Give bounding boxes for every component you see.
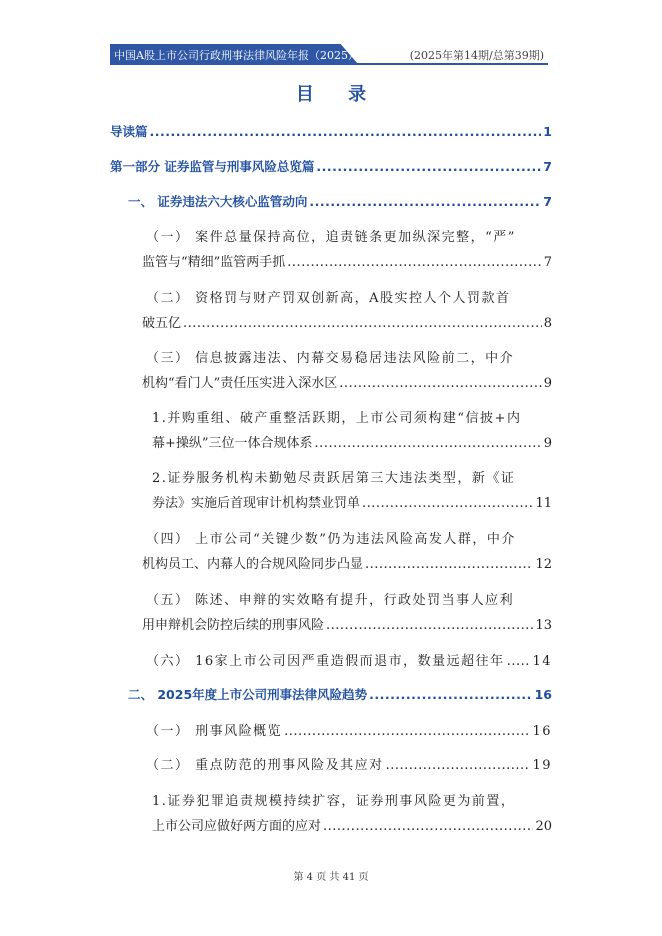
toc-page-number: 8 bbox=[543, 316, 552, 331]
toc-entry-text-line2: 机构员工、内幕人的合规风险同步凸显 bbox=[142, 557, 364, 572]
toc-entry-section-one[interactable] bbox=[128, 192, 552, 210]
toc-page-number: 12 bbox=[535, 557, 552, 572]
toc-entry-text: 导读篇 bbox=[110, 124, 148, 139]
toc-entry-text-line2: 破五亿 bbox=[142, 316, 182, 331]
toc-page-number: 9 bbox=[543, 376, 552, 391]
leader-dots bbox=[183, 316, 542, 331]
toc-entry-text: （六） 16家上市公司因严重造假而退市，数量远超往年 bbox=[146, 654, 505, 669]
toc-page-number: 14 bbox=[532, 654, 552, 669]
leader-dots bbox=[150, 124, 542, 139]
leader-dots bbox=[369, 687, 532, 702]
toc-entry-text-line1: （二） 资格罚与财产罚双创新高，A股实控人个人罚款首 bbox=[146, 291, 511, 306]
toc-entry-text-line2: 用申辩机会防控后续的刑事风险 bbox=[142, 618, 325, 633]
leader-dots bbox=[284, 724, 530, 739]
toc-entry-text-line2: 幕+操纵”三位一体合规体系 bbox=[152, 436, 313, 451]
page-footer: 第 4 页 共 41 页 bbox=[293, 872, 369, 883]
toc-entry-subsection-2-1[interactable] bbox=[142, 720, 552, 739]
toc-entry-subsection-1[interactable] bbox=[142, 226, 552, 270]
toc-entry-item-3-2[interactable] bbox=[152, 467, 552, 511]
toc-page-number: 7 bbox=[543, 255, 552, 270]
toc-entry-text: 第一部分 证券监管与刑事风险总览篇 bbox=[110, 159, 315, 174]
toc-entry-text: （二） 重点防范的刑事风险及其应对 bbox=[146, 758, 384, 773]
toc-page-number: 19 bbox=[532, 758, 552, 773]
toc-entry-item-3-1[interactable] bbox=[152, 407, 552, 451]
toc-page-number: 7 bbox=[543, 159, 552, 174]
toc-entry-text: 二、 2025年度上市公司刑事法律风险趋势 bbox=[128, 687, 368, 702]
toc-entry-subsection-6[interactable] bbox=[142, 650, 552, 669]
toc-entry-subsection-2-2[interactable] bbox=[142, 754, 552, 773]
toc-page-number: 13 bbox=[535, 618, 552, 633]
toc-entry-text-line2: 监管与“精细”监管两手抓 bbox=[142, 255, 286, 270]
toc-entry-subsection-3[interactable] bbox=[142, 347, 552, 391]
toc-page-number: 16 bbox=[534, 687, 552, 702]
toc-entry-text-line1: 1.并购重组、破产重整活跃期，上市公司须构建“信披+内 bbox=[152, 411, 522, 426]
toc-page-number: 20 bbox=[535, 819, 552, 834]
leader-dots bbox=[339, 376, 541, 391]
toc-page-number: 11 bbox=[535, 496, 552, 511]
toc-title: 目 录 bbox=[295, 84, 381, 105]
header-rule bbox=[110, 63, 548, 65]
leader-dots bbox=[386, 758, 531, 773]
header-report-title: 中国A股上市公司行政刑事法律风险年报（2025） bbox=[114, 49, 359, 62]
header-issue: (2025年第14期/总第39期) bbox=[409, 49, 544, 62]
toc-entry-subsection-4[interactable] bbox=[142, 528, 552, 572]
toc-entry-text-line1: （四） 上市公司“关键少数”仍为违法风险高发人群，中介 bbox=[146, 532, 516, 547]
leader-dots bbox=[507, 654, 531, 669]
leader-dots bbox=[323, 819, 533, 834]
toc-entry-text-line1: （五） 陈述、申辩的实效略有提升，行政处罚当事人应利 bbox=[146, 593, 515, 608]
leader-dots bbox=[287, 255, 541, 270]
toc-page-number: 1 bbox=[543, 124, 552, 139]
toc-entry-part-one[interactable] bbox=[110, 157, 552, 175]
toc-entry-introduction[interactable] bbox=[110, 122, 552, 140]
toc-entry-subsection-2[interactable] bbox=[142, 287, 552, 331]
toc-entry-text: 一、 证券违法六大核心监管动向 bbox=[128, 194, 308, 209]
toc-entry-text-line2: 券法》实施后首现审计机构禁业罚单 bbox=[152, 496, 361, 511]
leader-dots bbox=[316, 159, 541, 174]
toc-page-number: 16 bbox=[532, 724, 552, 739]
toc-entry-section-two[interactable] bbox=[128, 685, 552, 703]
toc-page-number: 7 bbox=[543, 194, 552, 209]
leader-dots bbox=[309, 194, 541, 209]
toc-entry-text-line2: 机构“看门人”责任压实进入深水区 bbox=[142, 376, 338, 391]
leader-dots bbox=[365, 557, 533, 572]
toc-entry-subsection-5[interactable] bbox=[142, 589, 552, 633]
toc-entry-text-line1: 2.证券服务机构未勤勉尽责跃居第三大违法类型，新《证 bbox=[152, 471, 516, 486]
toc-entry-text-line1: （三） 信息披露违法、内幕交易稳居违法风险前二，中介 bbox=[146, 351, 515, 366]
toc-page-number: 9 bbox=[543, 436, 552, 451]
toc-entry-text: （一） 刑事风险概览 bbox=[146, 724, 283, 739]
toc-entry-text-line1: （一） 案件总量保持高位，追责链条更加纵深完整，“严” bbox=[146, 230, 516, 245]
toc-entry-item-2-2-1[interactable] bbox=[152, 790, 552, 834]
leader-dots bbox=[362, 496, 533, 511]
toc-entry-text-line1: 1.证券犯罪追责规模持续扩容，证券刑事风险更为前置， bbox=[152, 794, 516, 809]
leader-dots bbox=[326, 618, 533, 633]
leader-dots bbox=[315, 436, 542, 451]
toc-entry-text-line2: 上市公司应做好两方面的应对 bbox=[152, 819, 322, 834]
